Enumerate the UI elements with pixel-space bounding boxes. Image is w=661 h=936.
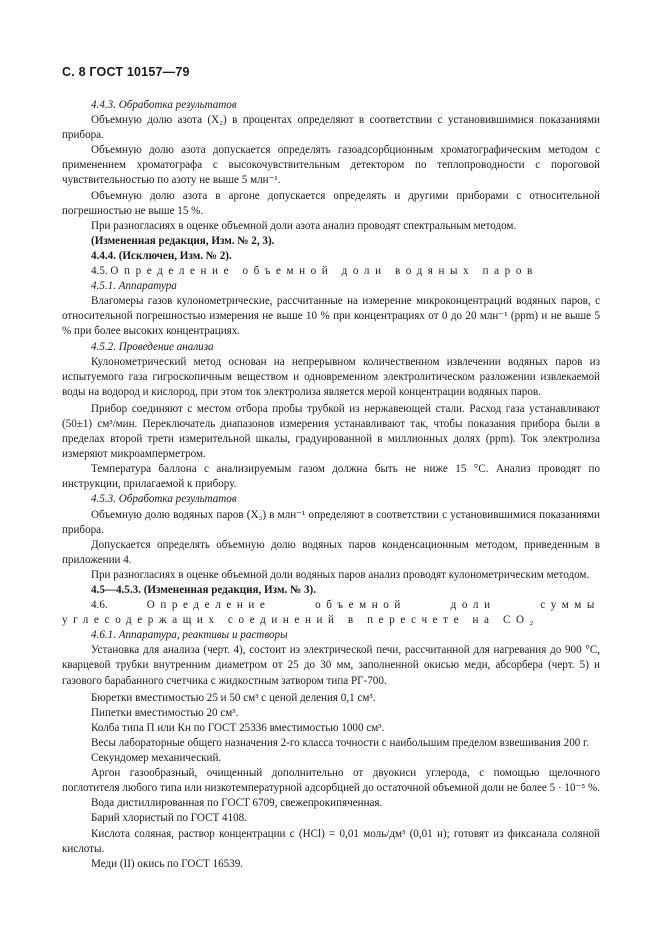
list-item: Пипетки вместимостью 20 см³. (91, 706, 239, 719)
list-item: Меди (II) окись по ГОСТ 16539. (91, 857, 244, 870)
paragraph: Объемную долю азота (X₂) в процентах определяют в соответствии с установившимися показаниями прибора. (62, 114, 600, 142)
document-body (62, 98, 600, 872)
page-header: С. 8 ГОСТ 10157—79 (62, 65, 190, 79)
subsection-heading: 4.5.2. Проведение анализа (91, 340, 214, 353)
paragraph: Объемную долю азота в аргоне допускается определять и другими приборами с относительной погрешностью не выше 15 %. (62, 189, 600, 217)
paragraph: Температура баллона с анализируемым газом должна быть не ниже 15 °С. Анализ проводят по инструкции, прилагаемой к прибору. (62, 463, 600, 491)
list-item: Весы лабораторные общего назначения 2-го класса точности с наибольшим пределом взвешивания 200 г. (91, 736, 590, 749)
list-item: Колба типа П или Кн по ГОСТ 25336 вместимостью 1000 см³. (91, 721, 385, 734)
paragraph: Кулонометрический метод основан на непрерывном количественном извлечении водяных паров из испытуемого газа гигроскопичным веществом и одновременном электролитическом разложении извлекаемой воды на водород и кислород, при этом ток электролиза является мерой концентрации водяных паров. (62, 355, 600, 398)
list-item: Аргон газообразный, очищенный дополнительно от двуокиси углерода, с помощью щелочного поглотителя любого типа или низкотемпературной адсорбцией до остаточной объемной доли не более 5 · 10⁻⁵ %. (62, 767, 601, 795)
list-item: Секундомер механический. (91, 752, 222, 765)
paragraph: При разногласиях в оценке объемной доли водяных паров анализ проводят кулонометрическим методом. (91, 568, 590, 581)
paragraph: Объемную долю азота допускается определять газоадсорбционным хроматографическим методом с применением хроматографа с высокочувствительным детектором по теплопроводности с пороговой чувствительностью по азоту не выше 5 млн⁻¹. (62, 144, 600, 187)
paragraph: Допускается определять объемную долю водяных паров конденсационным методом, приведенным в приложении 4. (62, 538, 600, 566)
subsection-heading: 4.5.3. Обработка результатов (91, 493, 237, 506)
list-item: Бюретки вместимостью 25 и 50 см³ с ценой деления 0,1 см³. (91, 691, 376, 704)
amendment-note: 4.5—4.5.3. (Измененная редакция, Изм. № 3). (91, 584, 317, 596)
subsection-heading: 4.5.1. Аппаратура (91, 280, 177, 293)
paragraph: При разногласиях в оценке объемной доли азота анализ проводят спектральным методом. (91, 219, 517, 232)
paragraph: Влагомеры газов кулонометрические, рассчитанные на измерение микроконцентраций водяных паров, с относительной погрешностью измерения не выше 10 % при концентрациях от 0 до 20 млн⁻¹ (ppm) и не выше 5 % при более высоких концентрациях. (62, 295, 600, 338)
list-item: Вода дистиллированная по ГОСТ 6709, свежепрокипяченная. (91, 797, 383, 810)
section-heading: 4.5. Определение объемной доли водяных паров (91, 265, 538, 278)
list-item: Барий хлористый по ГОСТ 4108. (91, 812, 247, 825)
paragraph: Прибор соединяют с местом отбора пробы трубкой из нержавеющей стали. Расход газа устанавливают (50±1) см³/мин. Переключатель диапазонов измерения устанавливают так, чтобы показания прибора были в пределах второй трети измерительной шкалы, градуированной в миллионных долях (ppm). Ток электролиза измеряют микроамперметром. (62, 402, 600, 461)
subsection-heading: 4.4.3. Обработка результатов (91, 99, 237, 111)
amendment-note: (Измененная редакция, Изм. № 2, 3). (91, 234, 275, 247)
subsection-heading: 4.6.1. Аппаратура, реактивы и растворы (91, 629, 288, 642)
paragraph: Установка для анализа (черт. 4), состоит из электрической печи, рассчитанной для нагревания до 900 °С, кварцевой трубки внутренним диаметром от 25 до 30 мм, заполненной окисью меди, абсорбера (черт. 5) и газового барабанного счетчика с жидкостным затвором типа РГ-700. (62, 644, 600, 687)
section-heading: 4.6. Определение объемной доли суммы углесодержащих соединений в пересчете на CO₂ (62, 599, 600, 627)
list-item: Кислота соляная, раствор концентрации c (HCl) = 0,01 моль/дм³ (0,01 н); готовят из фиксанала соляной кислоты. (62, 827, 600, 855)
amendment-note: 4.4.4. (Исключен, Изм. № 2). (91, 249, 232, 262)
paragraph: Объемную долю водяных паров (X₃) в млн⁻¹ определяют в соответствии с установившимися показаниями прибора. (62, 508, 600, 536)
